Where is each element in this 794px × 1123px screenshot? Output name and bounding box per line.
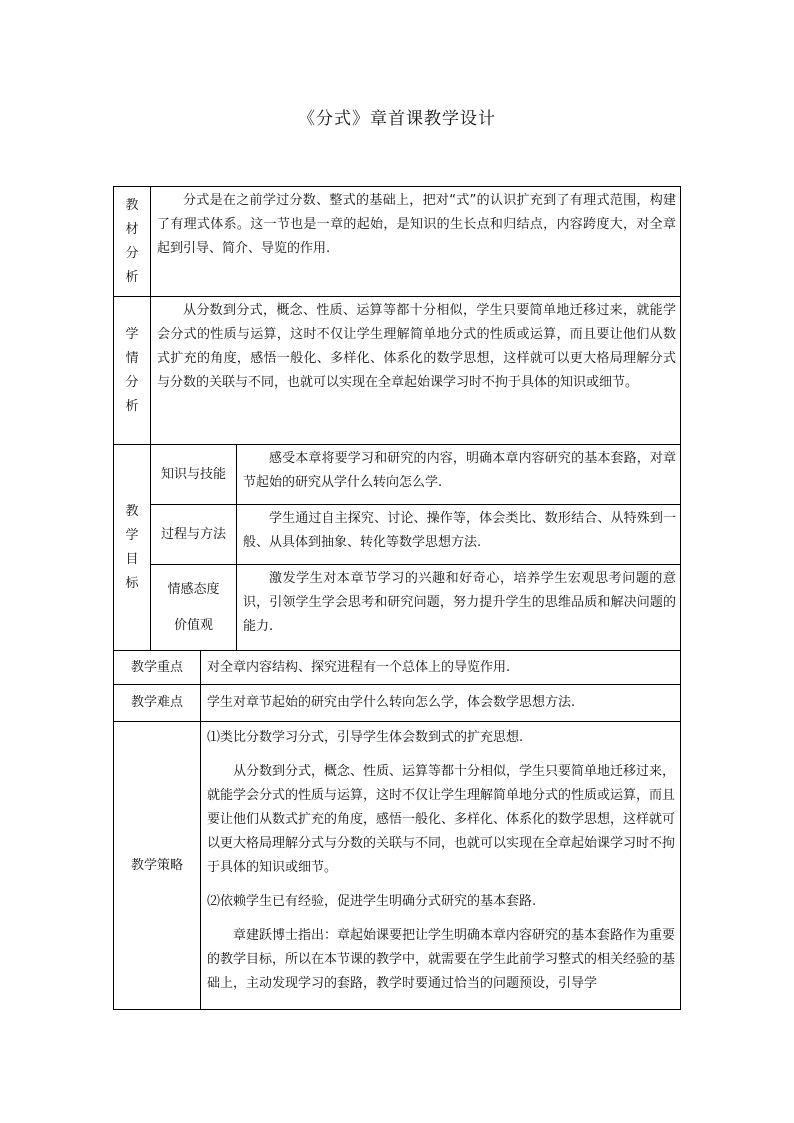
student-analysis-text: 从分数到分式，概念、性质、运算等都十分相似，学生只要简单地迁移过来，就能学会分式的性质与运算，这时不仅让学生理解简单地分式的性质或运算，而且要让他们从数式扩充的角度，感悟一般化、多样化、体系化的数学思想，这样就可以更大格局理解分式与分数的关联与不同，也就可以实现在全章起始课学习时不拘于具体的知识或细节。 <box>151 297 681 445</box>
row-strategy <box>114 722 681 1010</box>
goal-attitude-label: 情感态度 价值观 <box>151 565 237 651</box>
goal-knowledge-text: 感受本章将要学习和研究的内容，明确本章内容研究的基本套路，对章节起始的研究从学什么转向怎么学. <box>237 445 681 505</box>
goal-process-label: 过程与方法 <box>151 505 237 565</box>
strategy-item1-title: ⑴类比分数学习分式，引导学生体会数到式的扩充思想. <box>207 730 524 745</box>
strategy-text <box>201 722 681 1010</box>
row-difficulty <box>114 685 681 722</box>
material-analysis-label: 教 材 分 析 <box>114 187 151 297</box>
document-title: 《分式》章首课教学设计 <box>298 109 496 129</box>
key-point-text: 对全章内容结构、探究进程有一个总体上的导览作用. <box>201 651 681 685</box>
row-goal-attitude <box>114 565 681 651</box>
strategy-item2-title: ⑵依赖学生已有经验，促进学生明确分式研究的基本套路. <box>207 894 537 909</box>
row-student-analysis <box>114 297 681 445</box>
row-goal-process <box>114 505 681 565</box>
row-key-point <box>114 651 681 685</box>
teaching-goals-label: 教 学 目 标 <box>114 445 151 651</box>
difficulty-label: 教学难点 <box>114 685 201 722</box>
student-analysis-label: 学 情 分 析 <box>114 297 151 445</box>
lesson-design-table <box>113 186 681 1010</box>
key-point-label: 教学重点 <box>114 651 201 685</box>
goal-knowledge-label: 知识与技能 <box>151 445 237 505</box>
goal-process-text: 学生通过自主探究、讨论、操作等，体会类比、数形结合、从特殊到一般、从具体到抽象、转化等数学思想方法. <box>237 505 681 565</box>
strategy-label: 教学策略 <box>114 722 201 1010</box>
difficulty-text: 学生对章节起始的研究由学什么转向怎么学，体会数学思想方法. <box>201 685 681 722</box>
row-material-analysis <box>114 187 681 297</box>
row-goal-knowledge <box>114 445 681 505</box>
material-analysis-text: 分式是在之前学过分数、整式的基础上，把对“式”的认识扩充到了有理式范围，构建了有理式体系。这一节也是一章的起始，是知识的生长点和归结点，内容跨度大，对全章起到引导、简介、导览的作用. <box>151 187 681 297</box>
goal-attitude-text: 激发学生对本章节学习的兴趣和好奇心，培养学生宏观思考问题的意识，引领学生学会思考和研究问题，努力提升学生的思维品质和解决问题的能力. <box>237 565 681 651</box>
strategy-item1-text: 从分数到分式，概念、性质、运算等都十分相似，学生只要简单地迁移过来，就能学会分式的性质与运算，这时不仅让学生理解简单地分式的性质或运算，而且要让他们从数式扩充的角度，感悟一般化、多样化、体系化的数学思想，这样就可以更大格局理解分式与分数的关联与不同，也就可以实现在全章起始课学习时不拘于具体的知识或细节。 <box>207 764 676 875</box>
strategy-item2-text: 章建跃博士指出：章起始课要把让学生明确本章内容研究的基本套路作为重要的教学目标，所以在本节课的教学中，就需要在学生此前学习整式的相关经验的基础上，主动发现学习的套路，教学时要通过恰当的问题预设，引导学 <box>207 928 676 991</box>
